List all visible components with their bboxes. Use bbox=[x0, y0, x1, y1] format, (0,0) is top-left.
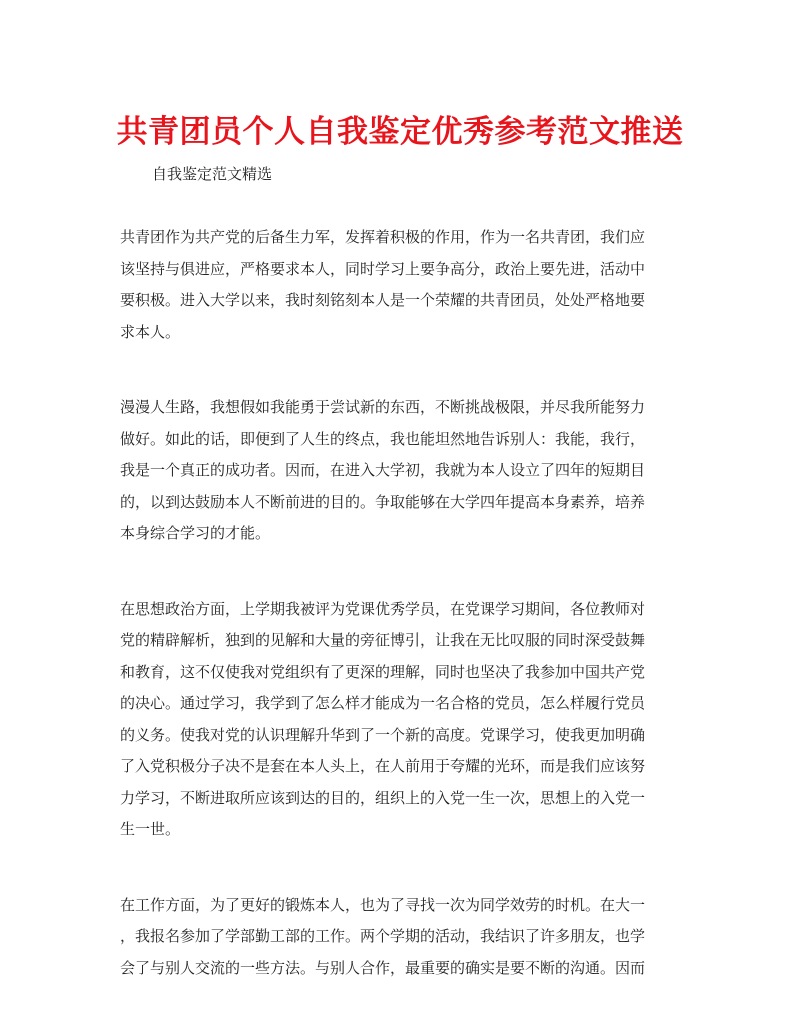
document-title: 共青团员个人自我鉴定优秀参考范文推送 bbox=[116, 114, 684, 150]
paragraph-line: 我是一个真正的成功者。因而，在进入大学初，我就为本人设立了四年的短期目 bbox=[120, 461, 646, 479]
paragraph-line: 该坚持与俱进应，严格要求本人，同时学习上要争高分，政治上要先进，活动中 bbox=[120, 259, 646, 278]
paragraph-line: 漫漫人生路，我想假如我能勇于尝试新的东西，不断挑战极限，并尽我所能努力 bbox=[120, 398, 646, 416]
document-body bbox=[120, 222, 686, 1028]
paragraph-line: 要积极。进入大学以来，我时刻铭刻本人是一个荣耀的共青团员，处处严格地要 bbox=[120, 291, 646, 309]
paragraph-line: 共青团作为共产党的后备生力军，发挥着积极的作用，作为一名共青团，我们应 bbox=[120, 228, 646, 246]
paragraph-1 bbox=[120, 222, 686, 348]
paragraph-2 bbox=[120, 392, 686, 550]
paragraph-line: 生一世。 bbox=[120, 820, 181, 838]
paragraph-line: 的决心。通过学习，我学到了怎么样才能成为一名合格的党员，怎么样履行党员 bbox=[120, 694, 646, 712]
paragraph-line: 会了与别人交流的一些方法。与别人合作，最重要的确实是要不断的沟通。因而 bbox=[120, 958, 646, 977]
paragraph-line: 了入党积极分子决不是套在本人头上，在人前用于夸耀的光环，而是我们应该努 bbox=[120, 757, 646, 775]
paragraph-line: 在工作方面，为了更好的锻炼本人，也为了寻找一次为同学效劳的时机。在大一 bbox=[120, 895, 646, 914]
paragraph-line: ，我报名参加了学部勤工部的工作。两个学期的活动，我结识了许多朋友，也学 bbox=[120, 927, 646, 945]
paragraph-line: 做好。如此的话，即便到了人生的终点，我也能坦然地告诉别人：我能，我行， bbox=[120, 429, 646, 448]
document-subtitle: 自我鉴定范文精选 bbox=[152, 165, 273, 183]
paragraph-line: 和教育，这不仅使我对党组织有了更深的理解，同时也坚决了我参加中国共产党 bbox=[120, 662, 646, 681]
paragraph-line: 在思想政治方面，上学期我被评为党课优秀学员，在党课学习期间，各位教师对 bbox=[120, 599, 646, 618]
paragraph-line: 求本人。 bbox=[120, 322, 181, 341]
paragraph-line: 的，以到达鼓励本人不断前进的目的。争取能够在大学四年提高本身素养，培养 bbox=[120, 492, 646, 511]
paragraph-line: 的义务。使我对党的认识理解升华到了一个新的高度。党课学习，使我更加明确 bbox=[120, 725, 646, 744]
paragraph-line: 本身综合学习的才能。 bbox=[120, 524, 271, 542]
paragraph-line: 党的精辟解析，独到的见解和大量的旁征博引，让我在无比叹服的同时深受鼓舞 bbox=[120, 631, 646, 649]
paragraph-3 bbox=[120, 594, 686, 846]
paragraph-line: 力学习，不断进取所应该到达的目的，组织上的入党一生一次，思想上的入党一 bbox=[120, 788, 646, 807]
paragraph-4 bbox=[120, 890, 686, 985]
